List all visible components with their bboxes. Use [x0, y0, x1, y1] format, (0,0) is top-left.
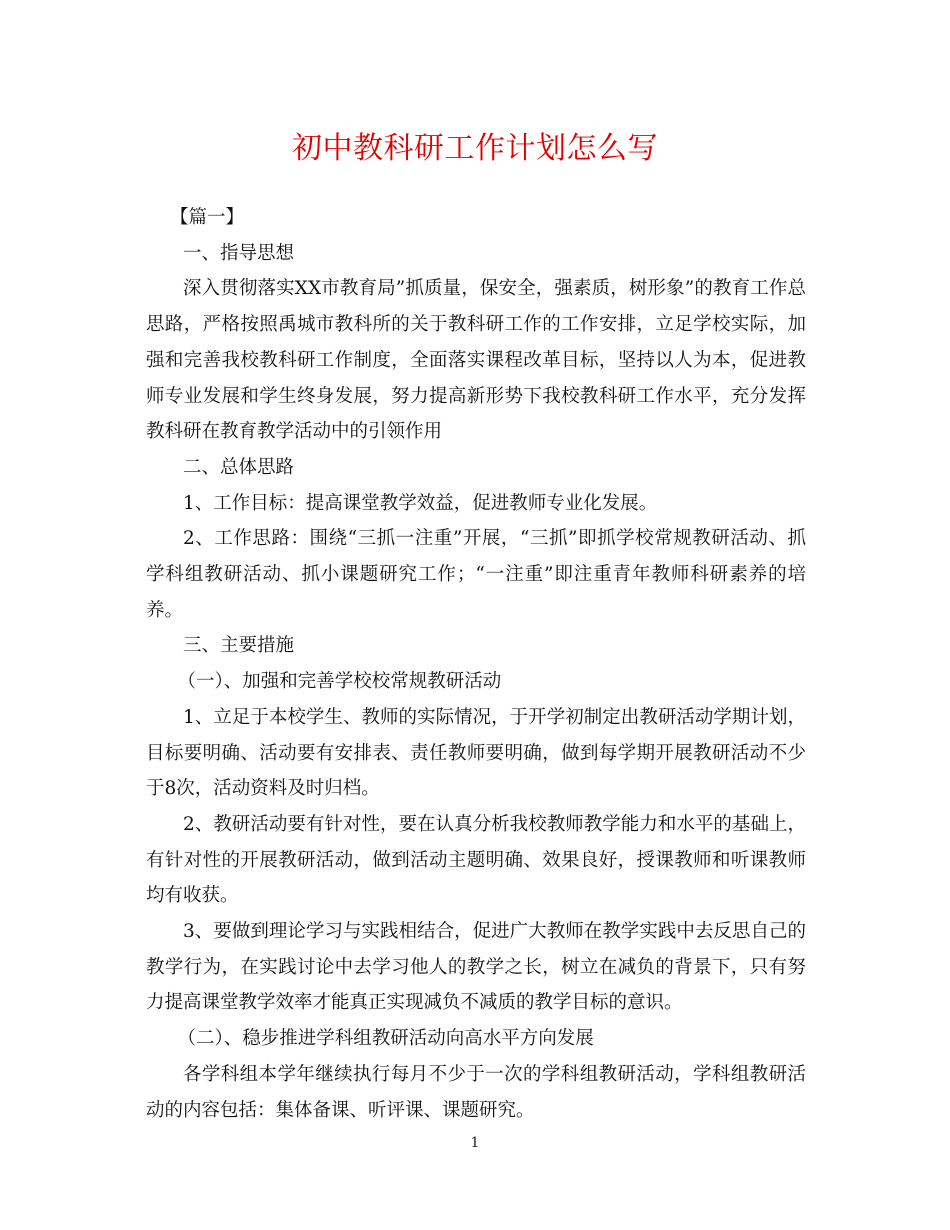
heading-overall-approach: 二、总体思路 — [183, 456, 295, 478]
paragraph-guiding-ideology: 深入贯彻落实XX市教育局”抓质量，保安全，强素质，树形象”的教育工作总思路，严格按照禹城市教科所的关于教科研工作的工作安排，立足学校实际，加强和完善我校教科研工作制度，全面落实课程改革目标，坚持以人为本，促进教师专业发展和学生终身发展，努力提高新形势下我校教科研工作水平，充分发挥教科研在教育教学活动中的引领作用 — [146, 278, 806, 443]
page-number: 1 — [470, 1135, 480, 1151]
paragraph-measure-1: 1、立足于本校学生、教师的实际情况，于开学初制定出教研活动学期计划，目标要明确、活动要有安排表、责任教师要明确，做到每学期开展教研活动不少于8次，活动资料及时归档。 — [146, 706, 806, 800]
heading-main-measures: 三、主要措施 — [183, 635, 295, 657]
subheading-subject-groups: （二）、稳步推进学科组教研活动向高水平方向发展 — [177, 1028, 594, 1050]
document-body — [146, 200, 806, 1128]
paragraph-measure-2: 2、教研活动要有针对性，要在认真分析我校教师教学能力和水平的基础上，有针对性的开展教研活动，做到活动主题明确、效果良好，授课教师和听课教师均有收获。 — [146, 813, 806, 907]
subheading-routine-activities: （一）、加强和完善学校校常规教研活动 — [177, 671, 502, 693]
paragraph-measure-3: 3、要做到理论学习与实践相结合，促进广大教师在教学实践中去反思自己的教学行为，在实践讨论中去学习他人的教学之长，树立在减负的背景下，只有努力提高课堂教学效率才能真正实现减负不减质的教学目标的意识。 — [146, 921, 806, 1014]
paragraph-subject-groups: 各学科组本学年继续执行每月不少于一次的学科组教研活动，学科组教研活动的内容包括：集体备课、听评课、课题研究。 — [146, 1063, 806, 1121]
paragraph-work-goal: 1、工作目标：提高课堂教学效益，促进教师专业化发展。 — [183, 492, 658, 514]
section-label: 【篇一】 — [170, 207, 245, 228]
paragraph-work-approach: 2、工作思路：围绕“三抓一注重”开展，“三抓”即抓学校常规教研活动、抓学科组教研活动、抓小课题研究工作；“一注重”即注重青年教师科研素养的培养。 — [146, 528, 806, 621]
document-title: 初中教科研工作计划怎么写 — [292, 131, 658, 166]
heading-guiding-ideology: 一、指导思想 — [183, 242, 295, 264]
